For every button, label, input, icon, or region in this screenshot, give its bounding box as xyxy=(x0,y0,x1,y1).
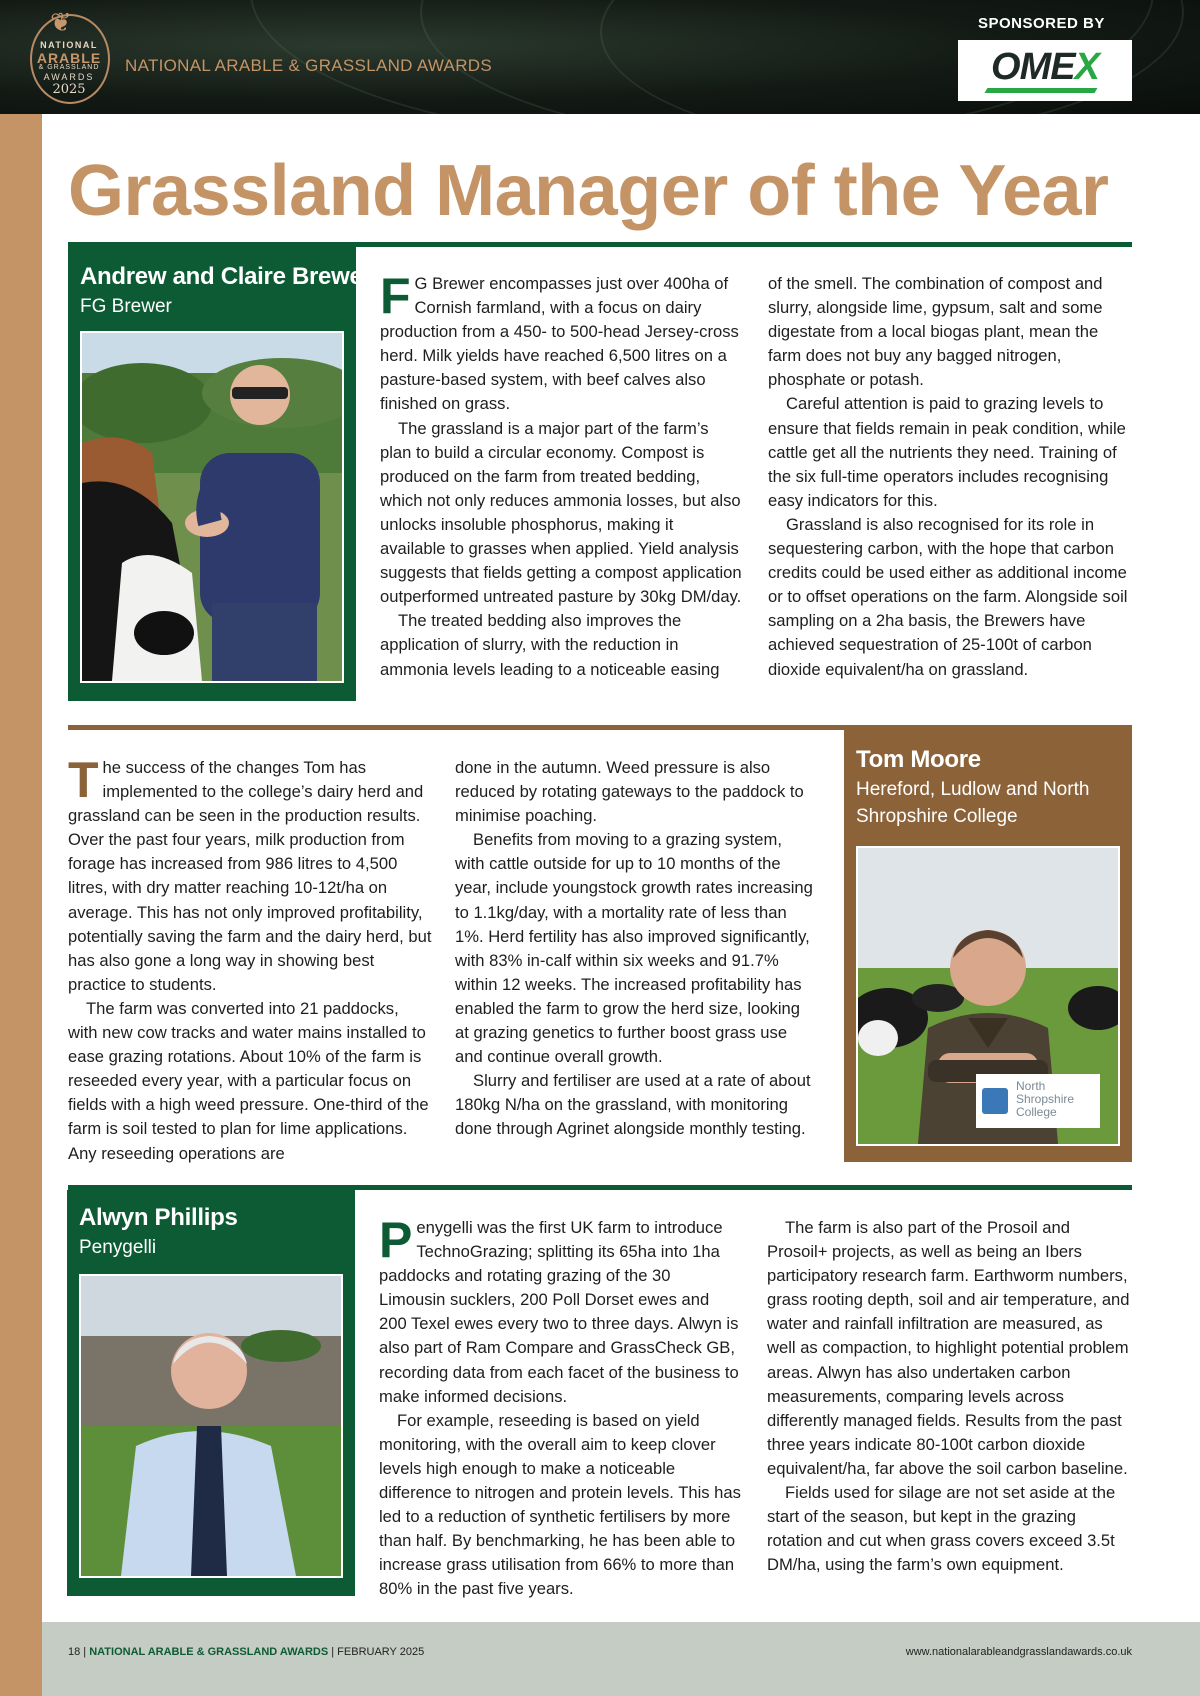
article-column-brewer-2 xyxy=(768,272,1132,682)
footer-publication: NATIONAL ARABLE & GRASSLAND AWARDS xyxy=(89,1646,329,1658)
left-margin-band xyxy=(0,114,42,1696)
article-column-moore-1 xyxy=(68,752,432,1166)
farmer-with-cows-photo xyxy=(82,333,342,681)
footer-issue: FEBRUARY 2025 xyxy=(337,1646,425,1658)
article-paragraph: Slurry and fertiliser are used at a rate of about 180kg N/ha on the grassland, with monitoring done through Agrinet alongside monthly testing. xyxy=(455,1071,811,1139)
sponsor-logo[interactable] xyxy=(958,40,1132,101)
logo-text-national: NATIONAL xyxy=(40,40,98,50)
article-paragraph: The grassland is a major part of the farm’s plan to build a circular economy. Compost is produced on the farm from treated bedding, which not only reduces ammonia losses, but also unlocks insoluble phosphorus, making it available to grasses when applied. Yield analysis suggests that fields getting a compost application outperformed untreated pasture by 30kg DM/day. xyxy=(380,418,742,607)
sponsor-name-x: X xyxy=(1074,46,1099,88)
profile-organisation: FG Brewer xyxy=(80,296,172,317)
article-paragraph: done in the autumn. Weed pressure is also reduced by rotating gateways to the paddock to minimise poaching. xyxy=(455,758,804,826)
profile-card-brewer xyxy=(68,247,372,701)
article-paragraph: Fields used for silage are not set aside at the start of the season, but kept in the grazing rotation and cut when grass covers exceed 3.5t DM/ha, using the farm’s own equipment. xyxy=(767,1483,1116,1575)
college-logo-badge xyxy=(976,1074,1100,1128)
sponsor-underline xyxy=(985,88,1098,93)
article-paragraph: G Brewer encompasses just over 400ha of Cornish farmland, with a focus on dairy production from a 450- to 500-head Jersey-cross herd. Milk yields have reached 6,500 litres on a pasture-based system, with beef calves also finished on grass. xyxy=(380,274,739,414)
logo-text-arable: ARABLE xyxy=(36,50,102,66)
drop-cap: T xyxy=(68,752,99,808)
logo-text-grassland: & GRASSLAND xyxy=(38,64,100,71)
footer-folio: 18 | NATIONAL ARABLE & GRASSLAND AWARDS | FEBRUARY 2025 xyxy=(68,1646,425,1658)
sponsor-label: SPONSORED BY xyxy=(978,15,1105,32)
sponsor-name-part: OME xyxy=(991,46,1075,88)
article-paragraph: The farm was converted into 21 paddocks, with new cow tracks and water mains installed to ease grazing rotations. About 10% of the farm is reseeded every year, with a particular focus on fields with a high weed pressure. One-third of the farm is soil tested to plan for lime applications. Any reseeding operations are xyxy=(68,998,429,1163)
article-column-brewer-1 xyxy=(380,268,742,682)
article-paragraph: Grassland is also recognised for its role in sequestering carbon, with the hope that carbon credits could be used either as additional income or to offset operations on the farm. Alongside soil sampling on a 2ha basis, the Brewers have achieved sequestration of 25-100t of carbon dioxide equivalent/ha on grassland. xyxy=(768,514,1128,679)
college-logo-text: North Shropshire College xyxy=(1016,1079,1075,1119)
profile-organisation: Hereford, Ludlow and North Shropshire College xyxy=(856,779,1090,827)
laurel-icon: ❦ xyxy=(50,8,72,38)
page-footer xyxy=(42,1622,1200,1696)
profile-name: Andrew and Claire Brewer xyxy=(80,263,372,290)
profile-organisation: Penygelli xyxy=(79,1237,157,1258)
profile-photo-brewer xyxy=(80,331,344,683)
profile-photo-phillips xyxy=(79,1274,343,1578)
profile-card-moore xyxy=(844,730,1132,1162)
article-paragraph: of the smell. The combination of compost and slurry, alongside lime, gypsum, salt and some digestate from a local biogas plant, mean the farm does not buy any bagged nitrogen, phosphate or potash. xyxy=(768,274,1103,390)
logo-text-awards: AWARDS xyxy=(43,72,95,82)
article-paragraph: enygelli was the first UK farm to introduce TechnoGrazing; splitting its 65ha into 1ha paddocks and rotating grazing of the 30 Limousin sucklers, 200 Poll Dorset ewes and 200 Texel ewes every two to three days. Alwyn is also part of Ram Compare and GrassCheck GB, recording data from each facet of the business to make informed decisions. xyxy=(379,1218,739,1406)
article-column-phillips-2 xyxy=(767,1216,1133,1577)
awards-logo xyxy=(26,8,112,104)
farmer-portrait-photo xyxy=(81,1276,341,1576)
page-title: Grassland Manager of the Year xyxy=(68,151,1109,231)
footer-website-link[interactable]: www.nationalarableandgrasslandawards.co.uk xyxy=(905,1646,1132,1658)
article-paragraph: The treated bedding also improves the application of slurry, with the reduction in ammonia levels leading to a noticeable easing xyxy=(380,611,720,679)
drop-cap: P xyxy=(379,1212,413,1268)
article-column-phillips-1 xyxy=(379,1212,741,1602)
college-shield-icon xyxy=(982,1088,1008,1114)
header-title: NATIONAL ARABLE & GRASSLAND AWARDS xyxy=(125,56,492,75)
page-number: 18 xyxy=(68,1646,81,1658)
profile-card-phillips xyxy=(67,1190,355,1596)
article-column-moore-2 xyxy=(455,756,813,1142)
profile-name: Alwyn Phillips xyxy=(79,1204,238,1231)
logo-year: 2025 xyxy=(52,82,86,97)
page-header xyxy=(0,0,1200,114)
article-paragraph: he success of the changes Tom has implemented to the college’s dairy herd and grassland can be seen in the production results. Over the past four years, milk production from forage has increased from 986 litres to 4,500 litres, with dry matter reaching 10-12t/ha on average. This has not only improved profitability, potentially saving the farm and the dairy herd, but has also gone a long way in showing best practice to students. xyxy=(68,758,432,994)
article-paragraph: Benefits from moving to a grazing system, with cattle outside for up to 10 months of the year, include youngstock growth rates increasing to 1.1kg/day, with a mortality rate of less than 1%. Herd fertility has also improved significantly, with 83% in-calf within six weeks and 91.7% within 12 weeks. The increased profitability has enabled the farm to grow the herd size, looking at grazing genetics to further boost grass use and continue overall growth. xyxy=(455,830,813,1067)
profile-photo-moore xyxy=(856,846,1120,1146)
article-paragraph: The farm is also part of the Prosoil and Prosoil+ projects, as well as being an Ibers participatory research farm. Earthworm numbers, grass rooting depth, soil and air temperature, and water and rainfall infiltration are measured, as well as compaction, to highlight potential problem areas. Alwyn has also undertaken carbon measurements, comparing levels across differently managed fields. Results from the past three years indicate 80-100t carbon dioxide equivalent/ha, far above the soil carbon baseline. xyxy=(767,1218,1130,1478)
profile-name: Tom Moore xyxy=(856,746,981,773)
article-paragraph: For example, reseeding is based on yield monitoring, with the overall aim to keep clover levels high enough to make a noticeable difference to nitrogen and protein levels. This has led to a reduction of synthetic fertilisers by more than half. By benchmarking, he has been able to increase grass utilisation from 66% to more than 80% in the past five years. xyxy=(379,1410,741,1599)
article-paragraph: Careful attention is paid to grazing levels to ensure that fields remain in peak condition, while cattle get all the nutrients they need. Training of the six full-time operators includes recognising easy indicators for this. xyxy=(768,394,1126,510)
sponsor-logo-text xyxy=(958,46,1132,89)
drop-cap: F xyxy=(380,268,411,324)
